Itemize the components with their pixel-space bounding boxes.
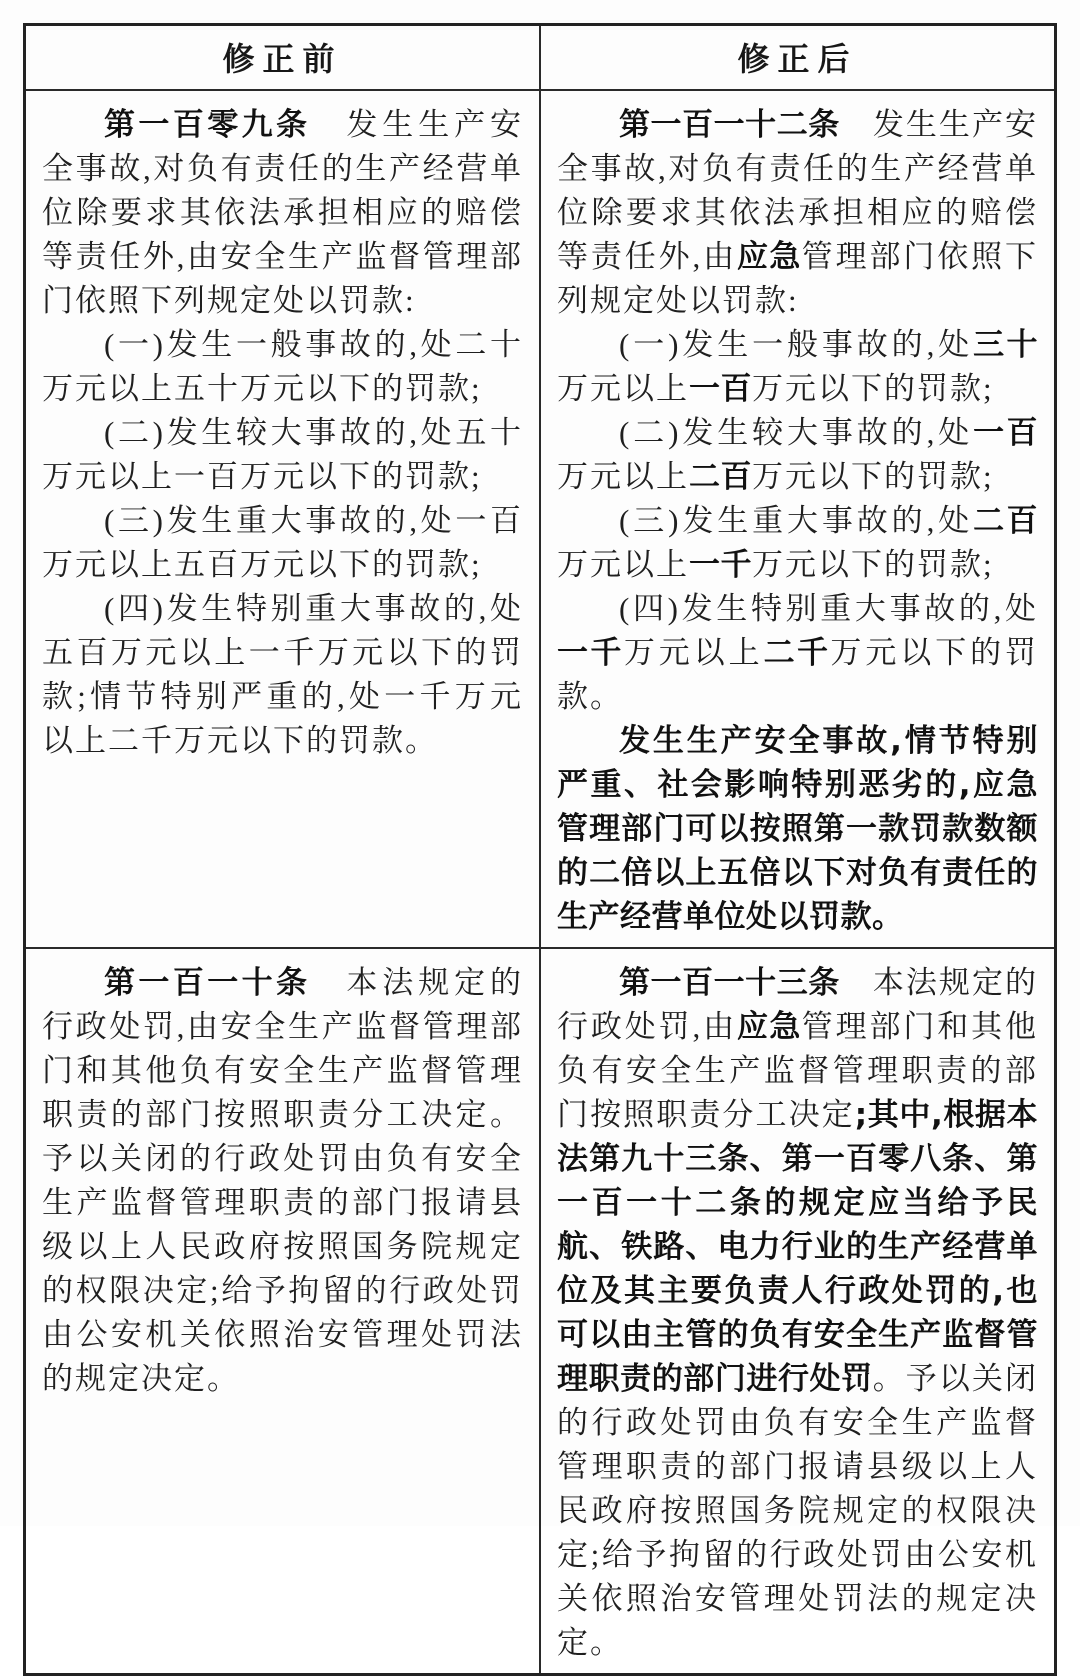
text-run: (一)发生一般事故的,处二十万元以上五十万元以下的罚款;: [42, 326, 523, 406]
text-run: 本法规定的行政处罚,由安全生产监督管理部门和其他负有安全生产监督管理职责的部门按照职责分工决定。予以关闭的行政处罚由负有安全生产监督管理职责的部门报请县级以上人民政府按照国务院规定的权限决定;给予拘留的行政处罚由公安机关依照治安管理处罚法的规定决定。: [42, 964, 524, 1396]
paragraph: [557, 719, 1038, 939]
text-run: 万元以下的罚款;: [752, 546, 994, 582]
text-run: (三)发生重大事故的,处: [619, 502, 974, 538]
cell-article-109-before: [25, 90, 541, 948]
text-run: (四)发生特别重大事故的,处五百万元以上一千万元以下的罚款;情节特别严重的,处一千万元以上二千万元以下的罚款。: [42, 590, 523, 758]
paragraph: [557, 587, 1038, 719]
amended-text-run: 一百: [973, 414, 1039, 451]
table-body: [25, 90, 1056, 1675]
paragraph: [557, 103, 1038, 323]
column-header-after: 修正后: [540, 25, 1056, 90]
amended-text-run: 第一百一十三条: [619, 964, 840, 1001]
paragraph: [42, 587, 523, 763]
paragraph: [42, 499, 523, 587]
paragraph: [557, 323, 1038, 411]
text-run: 发生生产安全事故,对负有责任的生产经营单位除要求其依法承担相应的赔偿等责任外,由安全生产监督管理部门依照下列规定处以罚款:: [42, 106, 524, 318]
amended-text-run: 一千: [689, 546, 752, 583]
text-run: (二)发生较大事故的,处五十万元以上一百万元以下的罚款;: [42, 414, 523, 494]
amended-text-run: 一千: [557, 634, 624, 671]
amended-text-run: 第一百一十二条: [619, 106, 840, 143]
paragraph: [557, 961, 1038, 1665]
text-run: 万元以上: [557, 546, 689, 582]
paragraph: [42, 961, 523, 1401]
amended-text-run: 应急: [737, 1008, 802, 1045]
text-run: 万元以上: [623, 634, 764, 670]
paragraph: [42, 323, 523, 411]
text-run: 管理部门和其他负有安全生产监督管理职责的部门按照职责分工决定: [557, 1008, 1038, 1132]
amended-text-run: 发生生产安全事故,情节特别严重、社会影响特别恶劣的,应急管理部门可以按照第一款罚款数额的二倍以上五倍以下对负有责任的生产经营单位处以罚款。: [557, 722, 1038, 935]
table-row-article-110-113: [25, 948, 1056, 1675]
amended-text-run: 应急: [737, 238, 802, 275]
amended-text-run: 二千: [763, 634, 831, 671]
text-run: 万元以下的罚款。: [557, 634, 1039, 714]
table-header: [25, 25, 1056, 90]
amendment-comparison-table: [23, 23, 1057, 1676]
text-run: (一)发生一般事故的,处: [619, 326, 974, 362]
cell-article-112-after: [540, 90, 1056, 948]
column-header-before: 修正前: [25, 25, 541, 90]
text-run: 万元以上: [557, 370, 689, 406]
amended-text-run: 一百: [689, 370, 752, 407]
text-run: 发生生产安全事故,对负有责任的生产经营单位除要求其依法承担相应的赔偿等责任外,由: [557, 106, 1039, 274]
amended-text-run: 第一百零九条: [104, 106, 311, 143]
text-run: 万元以下的罚款;: [752, 458, 994, 494]
table-row-article-109-112: [25, 90, 1056, 948]
text-run: 本法规定的行政处罚,由: [557, 964, 1039, 1044]
paragraph: [42, 103, 523, 323]
paragraph: [557, 411, 1038, 499]
amended-text-run: 第一百一十条: [104, 964, 311, 1001]
text-run: (四)发生特别重大事故的,处: [619, 590, 1038, 626]
header-row: [25, 25, 1056, 90]
text-run: (三)发生重大事故的,处一百万元以上五百万元以下的罚款;: [42, 502, 523, 582]
text-run: 万元以上: [557, 458, 689, 494]
amended-text-run: 二百: [973, 502, 1039, 539]
amended-text-run: ;其中,根据本法第九十三条、第一百零八条、第一百一十二条的规定应当给予民航、铁路、电力行业的生产经营单位及其主要负责人行政处罚的,也可以由主管的负有安全生产监督管理职责的部门进行处罚: [557, 1096, 1038, 1397]
cell-article-113-after: [540, 948, 1056, 1675]
paragraph: [42, 411, 523, 499]
amended-text-run: 三十: [973, 326, 1039, 363]
text-run: 。予以关闭的行政处罚由负有安全生产监督管理职责的部门报请县级以上人民政府按照国务院规定的权限决定;给予拘留的行政处罚由公安机关依照治安管理处罚法的规定决定。: [557, 1360, 1039, 1660]
cell-article-110-before: [25, 948, 541, 1675]
amended-text-run: 二百: [689, 458, 752, 495]
text-run: (二)发生较大事故的,处: [619, 414, 974, 450]
text-run: 管理部门依照下列规定处以罚款:: [557, 238, 1038, 318]
paragraph: [557, 499, 1038, 587]
text-run: 万元以下的罚款;: [752, 370, 994, 406]
